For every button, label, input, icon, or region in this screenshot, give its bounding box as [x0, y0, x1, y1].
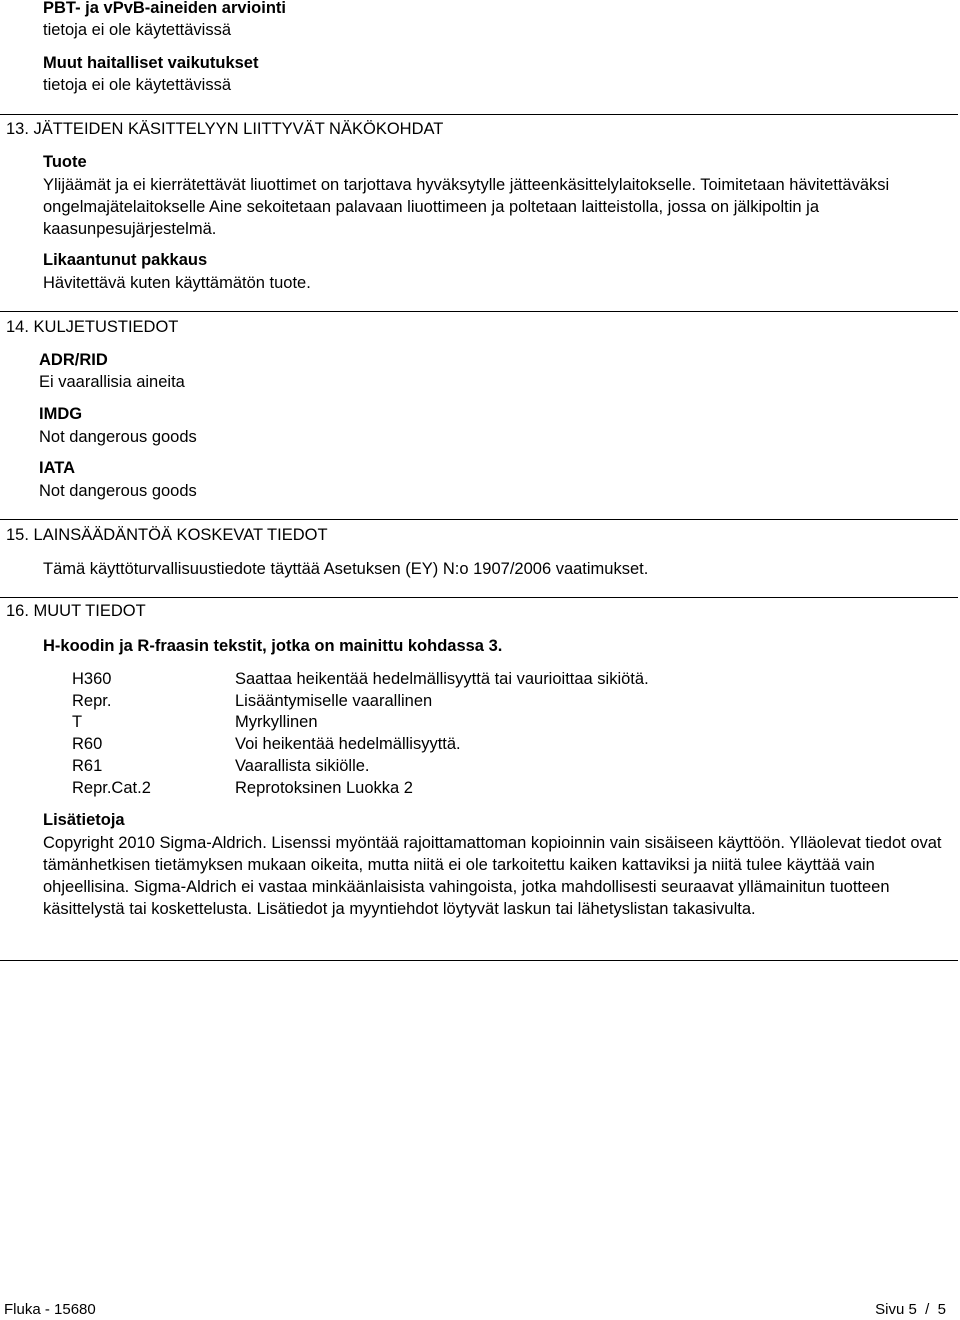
phrase-code: H360 — [72, 670, 112, 688]
imdg-heading: IMDG — [39, 405, 83, 423]
packaging-text: Hävitettävä kuten käyttämätön tuote. — [43, 274, 311, 292]
phrase-code: R61 — [72, 757, 103, 775]
additional-info-text: Copyright 2010 Sigma-Aldrich. Lisenssi myöntää rajoittamattoman kopioinnin vain sisäiseen käyttöön. Ylläolevat tiedot ovat tämänhetkisen tietämyksen mukaan oikeita, mutta niitä ei ole tarkoitettu kaiken kattaviksi ja niitä tulee käyttää vain ohjeellisina. Sigma-Aldrich ei vastaa minkäänlaisista vahingoista, jotka mahdollisesti seuraavat yllämainitun tuotteen käsittelystä tai koskettelusta. Lisätiedot ja myyntiehdot löytyvät laskun tai lähetyslistan takasivulta. — [43, 834, 942, 918]
phrase-text: Reprotoksinen Luokka 2 — [235, 779, 413, 797]
adr-text: Ei vaarallisia aineita — [39, 373, 185, 391]
pbt-heading: PBT- ja vPvB-aineiden arviointi — [43, 0, 286, 17]
regulation-text: Tämä käyttöturvallisuustiedote täyttää Asetuksen (EY) N:o 1907/2006 vaatimukset. — [43, 560, 649, 578]
adr-heading: ADR/RID — [39, 351, 108, 369]
phrase-text: Voi heikentää hedelmällisyyttä. — [235, 735, 461, 753]
phrase-code: T — [72, 713, 83, 731]
hcodes-heading: H-koodin ja R-fraasin tekstit, jotka on mainittu kohdassa 3. — [43, 637, 503, 655]
phrase-text: Vaarallista sikiölle. — [235, 757, 370, 775]
phrase-text: Saattaa heikentää hedelmällisyyttä tai vaurioittaa sikiötä. — [235, 670, 649, 688]
pbt-text: tietoja ei ole käytettävissä — [43, 21, 232, 39]
section-divider — [0, 960, 958, 961]
other-effects-heading: Muut haitalliset vaikutukset — [43, 54, 259, 72]
imdg-text: Not dangerous goods — [39, 428, 197, 446]
phrase-text: Myrkyllinen — [235, 713, 318, 731]
product-text: Ylijäämät ja ei kierrätettävät liuottimet on tarjottava hyväksytylle jätteenkäsittelylaitokselle. Toimitetaan hävitettäväksi ongelmajätelaitokselle Aine sekoitetaan palavaan liuottimeen ja poltetaan laitteistolla, jossa on jälkipoltin ja kaasunpesujärjestelmä. — [43, 176, 890, 238]
section-divider — [0, 311, 958, 312]
footer-page-number: Sivu 5 / 5 — [875, 1301, 946, 1318]
section-14-title: 14. KULJETUSTIEDOT — [6, 318, 179, 336]
section-divider — [0, 114, 958, 115]
additional-info-heading: Lisätietoja — [43, 811, 125, 829]
product-heading: Tuote — [43, 153, 87, 171]
section-13-title: 13. JÄTTEIDEN KÄSITTELYYN LIITTYVÄT NÄKÖKOHDAT — [6, 120, 444, 138]
section-divider — [0, 597, 958, 598]
section-16-title: 16. MUUT TIEDOT — [6, 602, 146, 620]
other-effects-text: tietoja ei ole käytettävissä — [43, 76, 232, 94]
phrase-code: Repr. — [72, 692, 112, 710]
iata-text: Not dangerous goods — [39, 482, 197, 500]
phrase-code: R60 — [72, 735, 103, 753]
iata-heading: IATA — [39, 459, 76, 477]
packaging-heading: Likaantunut pakkaus — [43, 251, 208, 269]
phrase-text: Lisääntymiselle vaarallinen — [235, 692, 433, 710]
section-15-title: 15. LAINSÄÄDÄNTÖÄ KOSKEVAT TIEDOT — [6, 526, 328, 544]
phrase-code: Repr.Cat.2 — [72, 779, 151, 797]
section-divider — [0, 519, 958, 520]
footer-product: Fluka - 15680 — [4, 1301, 96, 1318]
